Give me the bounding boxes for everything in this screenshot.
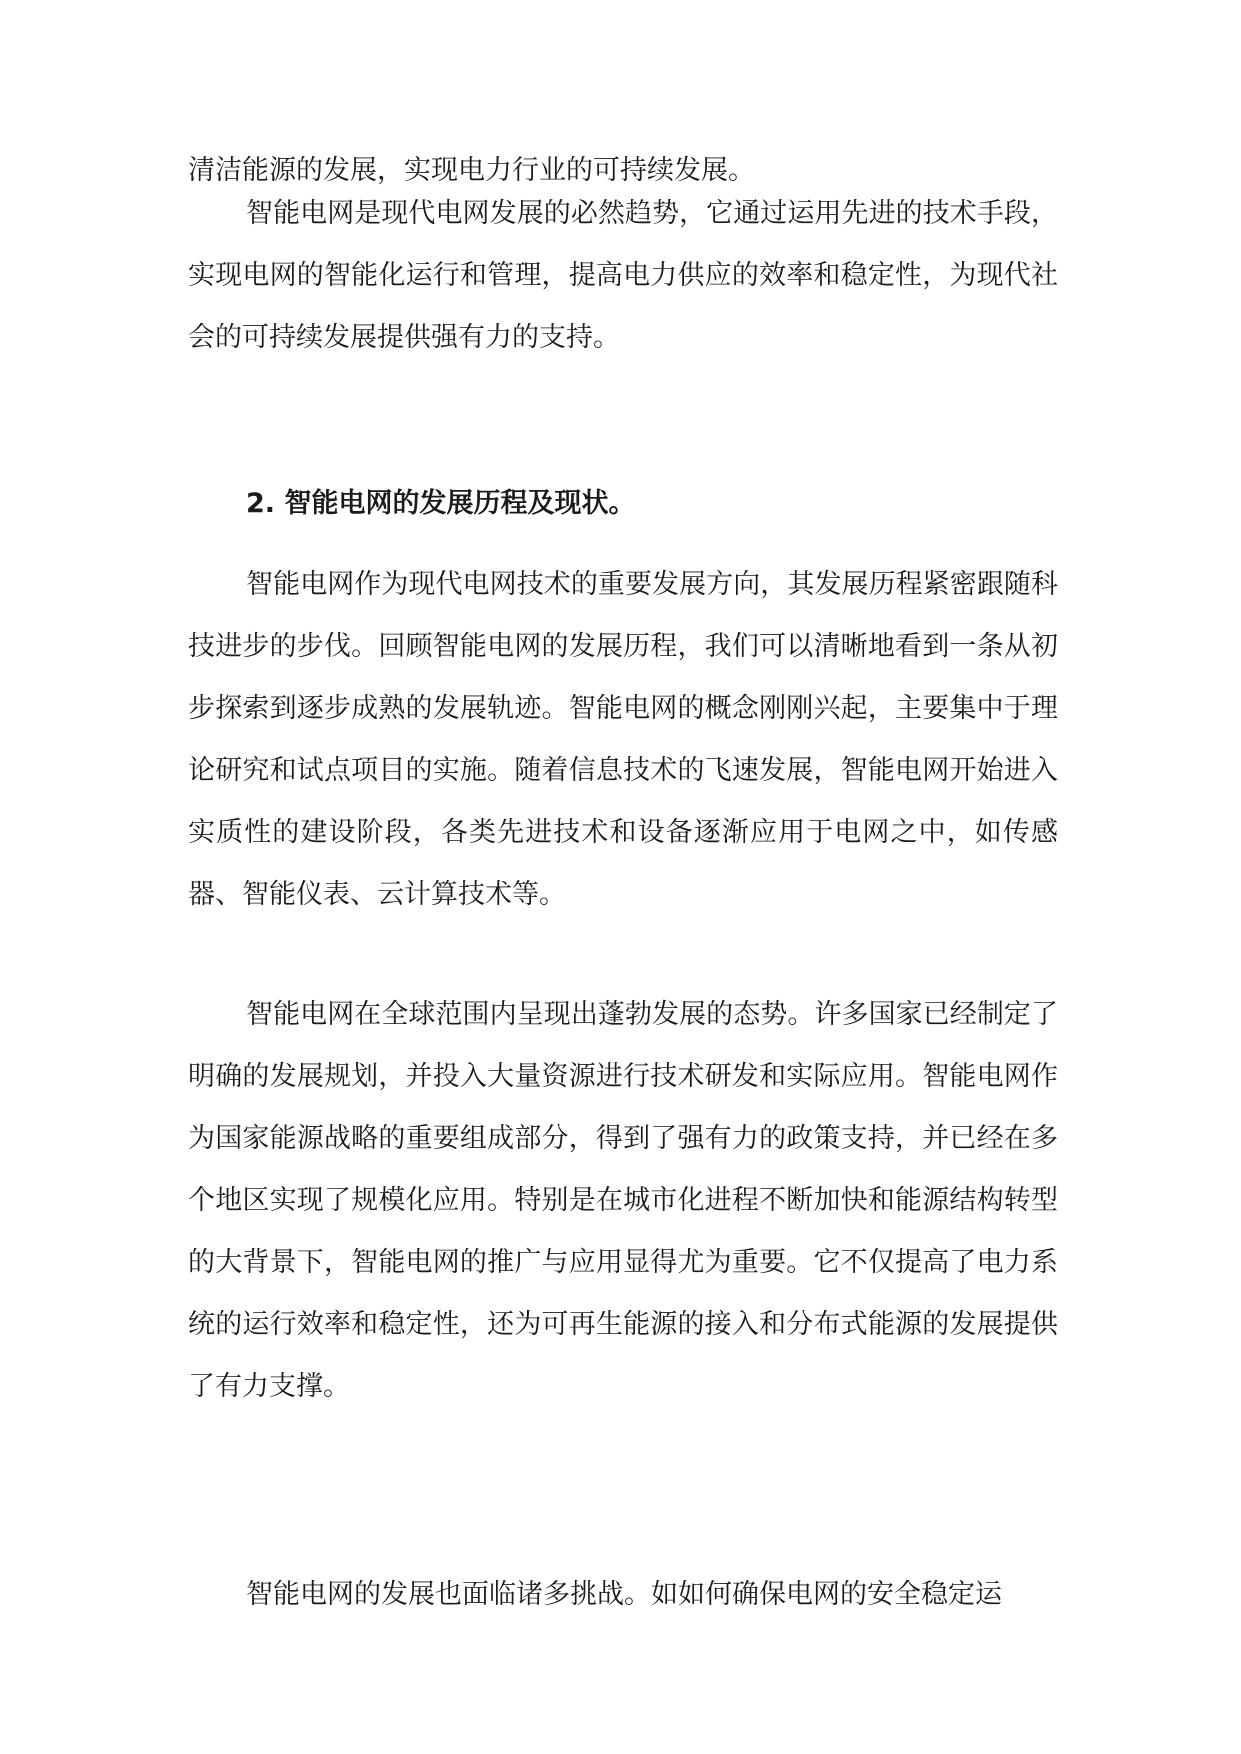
- continuation-paragraph: 清洁能源的发展，实现电力行业的可持续发展。: [188, 155, 755, 186]
- paragraph-smart-grid-trend: 智能电网是现代电网发展的必然趋势，它通过运用先进的技术手段，实现电网的智能化运行和管理，提高电力供应的效率和稳定性，为现代社会的可持续发展提供强有力的支持。: [188, 198, 1058, 353]
- section-heading: 2. 智能电网的发展历程及现状。: [246, 488, 636, 519]
- paragraph-global-status: 智能电网在全球范围内呈现出蓬勃发展的态势。许多国家已经制定了明确的发展规划，并投入大量资源进行技术研发和实际应用。智能电网作为国家能源战略的重要组成部分，得到了强有力的政策支持，并已经在多个地区实现了规模化应用。特别是在城市化进程不断加快和能源结构转型的大背景下，智能电网的推广与应用显得尤为重要。它不仅提高了电力系统的运行效率和稳定性，还为可再生能源的接入和分布式能源的发展提供了有力支撑。: [188, 999, 1058, 1402]
- paragraph-development-history: 智能电网作为现代电网技术的重要发展方向，其发展历程紧密跟随科技进步的步伐。回顾智能电网的发展历程，我们可以清晰地看到一条从初步探索到逐步成熟的发展轨迹。智能电网的概念刚刚兴起，主要集中于理论研究和试点项目的实施。随着信息技术的飞速发展，智能电网开始进入实质性的建设阶段，各类先进技术和设备逐渐应用于电网之中，如传感器、智能仪表、云计算技术等。: [188, 569, 1058, 910]
- paragraph-challenges: 智能电网的发展也面临诸多挑战。如如何确保电网的安全稳定运: [246, 1579, 1002, 1610]
